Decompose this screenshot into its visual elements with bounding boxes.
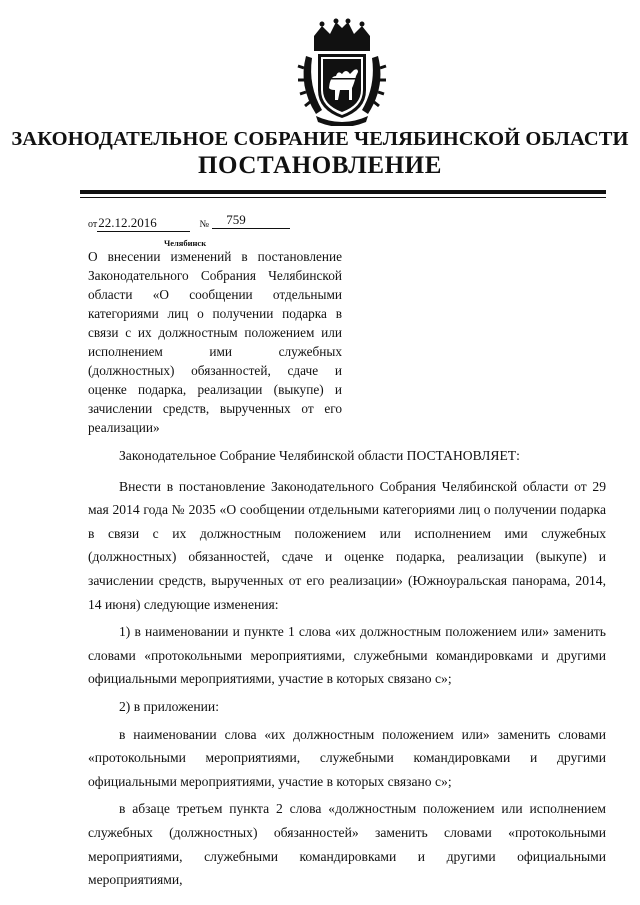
date-prefix: от [88, 219, 98, 230]
coat-of-arms-icon [296, 18, 388, 126]
organization-name: ЗАКОНОДАТЕЛЬНОЕ СОБРАНИЕ ЧЕЛЯБИНСКОЙ ОБЛАСТИ [11, 128, 629, 150]
document-type-title: ПОСТАНОВЛЕНИЕ [197, 152, 443, 179]
body-paragraph: 2) в приложении: [119, 698, 219, 714]
resolution-line: Законодательное Собрание Челябинской области ПОСТАНОВЛЯЕТ: [119, 448, 520, 463]
body-paragraph: в абзаце третьем пункта 2 слова «должностным положением или исполнением служебных (должностных) обязанностей» заменить словами «протокольными мероприятиями, служебными командировками и другими официальными мероприятиями, [88, 801, 606, 888]
header-divider-thick [80, 190, 606, 194]
body-paragraph: 1) в наименовании и пункте 1 слова «их должностным положением или» заменить словами «протокольными мероприятиями, служебными командировками и другими официальными мероприятиями, участие в которых связано с»; [88, 624, 606, 687]
header-divider-thin [80, 197, 606, 198]
document-body [88, 444, 606, 892]
body-paragraph: в наименовании слова «их должностным положением или» заменить словами «протокольными мероприятиями, служебными командировками и другими официальными мероприятиями, участие в которых связано с»; [88, 726, 606, 789]
document-number: 759 [212, 212, 290, 229]
document-meta [88, 212, 290, 232]
document-city: Челябинск [164, 238, 207, 248]
body-paragraph: Внести в постановление Законодательного Собрания Челябинской области от 29 мая 2014 года № 2035 «О сообщении отдельными категориями лиц о получении подарка в связи с их должностным положением или исполнением ими служебных (должностных) обязанностей, сдаче и оценке подарка, реализации (выкупе) и зачислении средств, вырученных от его реализации» (Южноуральская панорама, 2014, 14 июня) следующие изменения: [88, 478, 606, 612]
document-subject: О внесении изменений в постановление Законодательного Собрания Челябинской области «О сообщении отдельными категориями лиц о получении подарка в связи с их должностным положением или исполнением ими служебных (должностных) обязанностей, сдаче и оценке подарка, реализации (выкупе) и зачислении средств, вырученных от его реализации» [88, 249, 342, 435]
number-prefix: № [199, 219, 210, 230]
document-date: 22.12.2016 [97, 215, 190, 232]
